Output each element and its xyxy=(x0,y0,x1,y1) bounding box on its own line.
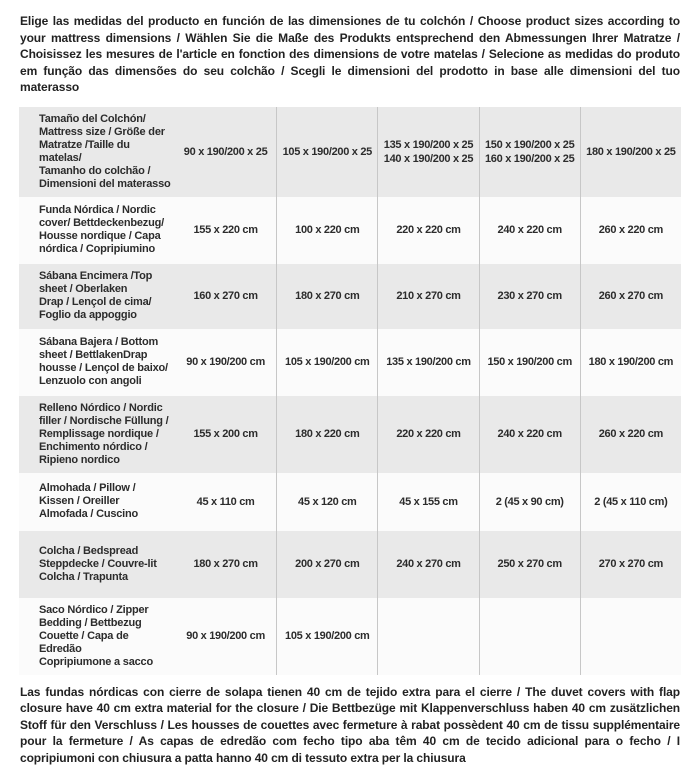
size-value-cell: 105 x 190/200 cm xyxy=(276,329,377,396)
table-row xyxy=(19,264,681,329)
size-value-cell: 220 x 220 cm xyxy=(377,197,478,264)
row-label: Almohada / Pillow / Kissen / Oreiller Almofada / Cuscino xyxy=(19,473,175,531)
size-value-cell: 100 x 220 cm xyxy=(276,197,377,264)
row-label: Sábana Bajera / Bottom sheet / BettlakenDrap housse / Lençol de baixo/ Lenzuolo con angoli xyxy=(19,329,175,396)
size-value-cell: 220 x 220 cm xyxy=(377,396,478,473)
row-label: Sábana Encimera /Top sheet / Oberlaken Drap / Lençol de cima/ Foglio da appoggio xyxy=(19,264,175,329)
size-value-cell: 260 x 270 cm xyxy=(580,264,681,329)
size-value-cell: 155 x 200 cm xyxy=(175,396,276,473)
row-label: Tamaño del Colchón/ Mattress size / Größe der Matratze /Taille du matelas/ Tamanho do colchão / Dimensioni del materasso xyxy=(19,107,175,197)
size-value-cell xyxy=(377,598,478,675)
size-value-cell: 180 x 270 cm xyxy=(175,531,276,598)
size-value-cell: 160 x 270 cm xyxy=(175,264,276,329)
size-value-cell: 90 x 190/200 cm xyxy=(175,329,276,396)
table-row xyxy=(19,531,681,598)
row-label: Funda Nórdica / Nordic cover/ Bettdeckenbezug/ Housse nordique / Capa nórdica / Copripiumino xyxy=(19,197,175,264)
size-value-cell: 240 x 270 cm xyxy=(377,531,478,598)
footnote-text: Las fundas nórdicas con cierre de solapa tienen 40 cm de tejido extra para el cierre / The duvet covers with flap closure have 40 cm extra material for the closure / Die Bettbezüge mit Klappenverschluss haben 40 cm zusätzlichen Stoff für den Verschluss / Les housses de couettes avec fermeture à rabat possèdent 40 cm de tissu supplémentaire pour la fermeture / As capas de edredão com fecho tipo aba têm 40 cm de tecido adicional para o fecho / I copripiumoni con chiusura a patta hanno 40 cm di tessuto extra per la chiusura xyxy=(20,684,680,766)
row-label: Colcha / Bedspread Steppdecke / Couvre-lit Colcha / Trapunta xyxy=(19,531,175,598)
size-value-cell xyxy=(479,598,580,675)
size-table xyxy=(19,107,681,675)
size-value-cell xyxy=(580,598,681,675)
table-row xyxy=(19,197,681,264)
size-value-cell: 260 x 220 cm xyxy=(580,197,681,264)
size-value-cell: 90 x 190/200 x 25 xyxy=(175,107,276,197)
size-value-cell: 180 x 270 cm xyxy=(276,264,377,329)
table-row xyxy=(19,107,681,197)
size-value-cell: 45 x 110 cm xyxy=(175,473,276,531)
size-value-cell: 45 x 120 cm xyxy=(276,473,377,531)
size-value-cell: 135 x 190/200 x 25 140 x 190/200 x 25 xyxy=(377,107,478,197)
table-row xyxy=(19,473,681,531)
size-value-cell: 270 x 270 cm xyxy=(580,531,681,598)
size-value-cell: 45 x 155 cm xyxy=(377,473,478,531)
row-label: Saco Nórdico / Zipper Bedding / Bettbezug Couette / Capa de Edredão Copripiumone a sacco xyxy=(19,598,175,675)
size-value-cell: 200 x 270 cm xyxy=(276,531,377,598)
size-value-cell: 180 x 190/200 x 25 xyxy=(580,107,681,197)
table-row xyxy=(19,329,681,396)
table-row xyxy=(19,598,681,675)
size-value-cell: 240 x 220 cm xyxy=(479,396,580,473)
size-value-cell: 230 x 270 cm xyxy=(479,264,580,329)
size-value-cell: 210 x 270 cm xyxy=(377,264,478,329)
size-value-cell: 150 x 190/200 cm xyxy=(479,329,580,396)
size-value-cell: 105 x 190/200 cm xyxy=(276,598,377,675)
size-value-cell: 90 x 190/200 cm xyxy=(175,598,276,675)
size-value-cell: 180 x 190/200 cm xyxy=(580,329,681,396)
size-value-cell: 240 x 220 cm xyxy=(479,197,580,264)
size-value-cell: 135 x 190/200 cm xyxy=(377,329,478,396)
size-value-cell: 2 (45 x 110 cm) xyxy=(580,473,681,531)
size-value-cell: 2 (45 x 90 cm) xyxy=(479,473,580,531)
row-label: Relleno Nórdico / Nordic filler / Nordische Füllung / Remplissage nordique / Enchimento nórdico / Ripieno nordico xyxy=(19,396,175,473)
intro-text: Elige las medidas del producto en función de las dimensiones de tu colchón / Choose product sizes according to your mattress dimensions / Wählen Sie die Maße des Produkts entsprechend den Abmessungen Ihrer Matratze / Choisissez les mesures de l'article en fonction des dimensions de votre matelas / Selecione as medidas do produto em função das dimensões do seu colchão / Scegli le dimensioni del prodotto in base alle dimensioni del tuo materasso xyxy=(20,13,680,96)
size-value-cell: 250 x 270 cm xyxy=(479,531,580,598)
table-row xyxy=(19,396,681,473)
size-value-cell: 180 x 220 cm xyxy=(276,396,377,473)
size-value-cell: 150 x 190/200 x 25 160 x 190/200 x 25 xyxy=(479,107,580,197)
size-value-cell: 105 x 190/200 x 25 xyxy=(276,107,377,197)
size-value-cell: 260 x 220 cm xyxy=(580,396,681,473)
size-value-cell: 155 x 220 cm xyxy=(175,197,276,264)
